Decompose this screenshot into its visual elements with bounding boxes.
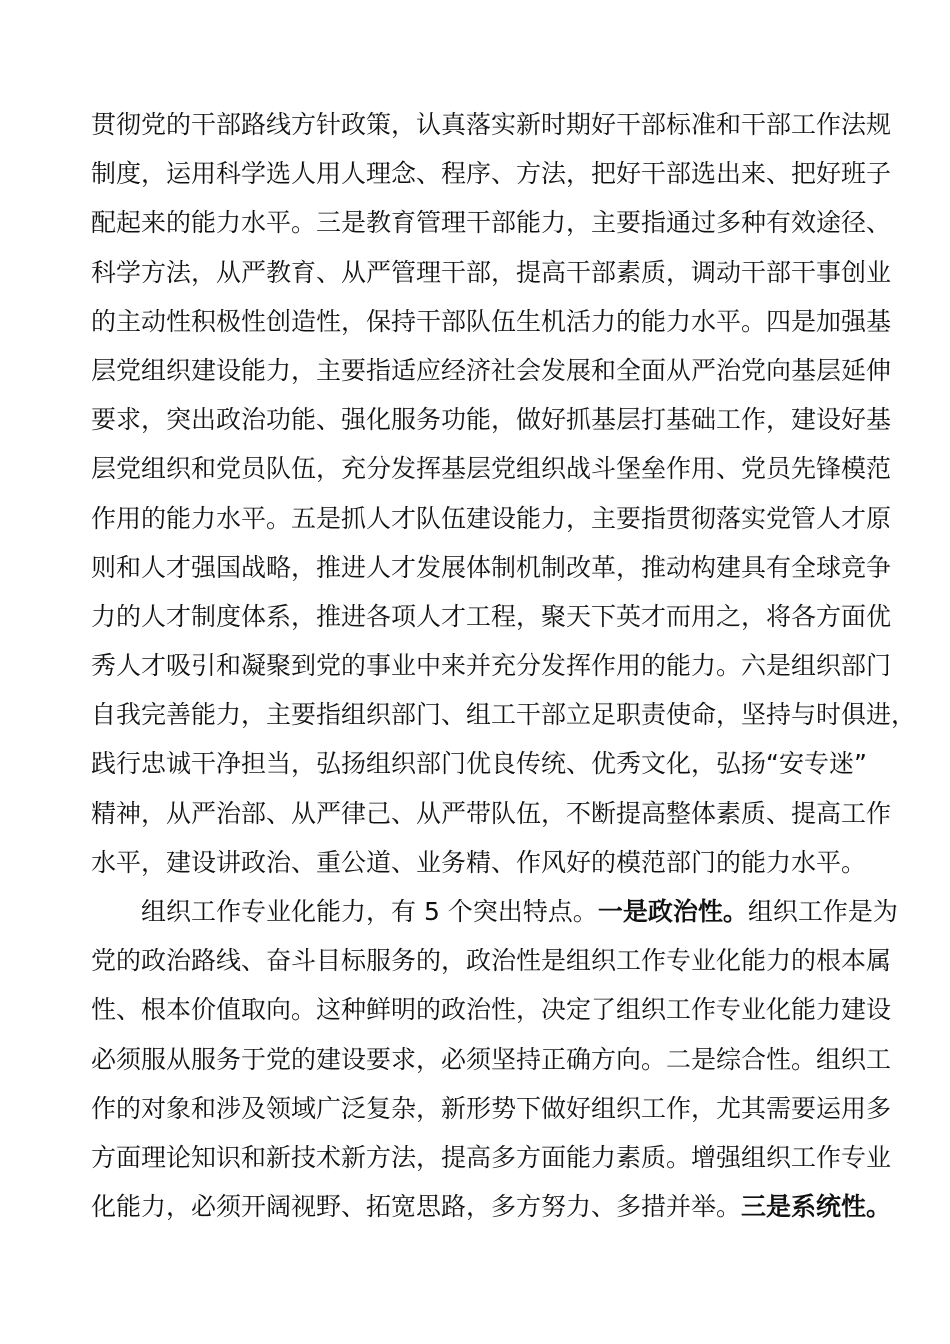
paragraph-line: 党的政治路线、奋斗目标服务的，政治性是组织工作专业化能力的根本属 <box>91 946 892 976</box>
paragraph-line: 力的人才制度体系，推进各项人才工程，聚天下英才而用之，将各方面优 <box>91 601 892 631</box>
bold-heading-systematic: 三是系统性。 <box>741 1192 892 1222</box>
paragraph-line: 层党组织和党员队伍，充分发挥基层党组织战斗堡垒作用、党员先锋模范 <box>91 454 892 484</box>
paragraph-line: 制度，运用科学选人用人理念、程序、方法，把好干部选出来、把好班子 <box>91 159 892 189</box>
paragraph-line <box>91 1182 892 1231</box>
paragraph-line: 则和人才强国战略，推进人才发展体制机制改革，推动构建具有全球竞争 <box>91 552 892 582</box>
paragraph-line: 层党组织建设能力，主要指适应经济社会发展和全面从严治党向基层延伸 <box>91 355 892 385</box>
paragraph-line: 必须服从服务于党的建设要求，必须坚持正确方向。二是综合性。组织工 <box>91 1044 892 1074</box>
paragraph-1 <box>91 100 917 887</box>
paragraph-2 <box>91 887 898 1231</box>
paragraph-text: 组织工作专业化能力，有 5 个突出特点。 <box>141 897 598 926</box>
paragraph-line: 性、根本价值取向。这种鲜明的政治性，决定了组织工作专业化能力建设 <box>91 995 892 1025</box>
paragraph-line: 秀人才吸引和凝聚到党的事业中来并充分发挥作用的能力。六是组织部门 <box>91 651 892 681</box>
paragraph-text: 组织工作是为 <box>747 897 898 926</box>
paragraph-line: 自我完善能力，主要指组织部门、组工干部立足职责使命，坚持与时俱进， <box>91 700 917 730</box>
paragraph-line: 配起来的能力水平。三是教育管理干部能力，主要指通过多种有效途径、 <box>91 208 892 238</box>
paragraph-line <box>91 887 898 936</box>
document-body <box>91 100 917 1231</box>
paragraph-line: 贯彻党的干部路线方针政策，认真落实新时期好干部标准和干部工作法规 <box>91 110 892 139</box>
paragraph-line: 精神，从严治部、从严律己、从严带队伍，不断提高整体素质、提高工作 <box>91 798 892 828</box>
paragraph-text: 化能力，必须开阔视野、拓宽思路，多方努力、多措并举。 <box>91 1192 742 1222</box>
paragraph-line: 水平，建设讲政治、重公道、业务精、作风好的模范部门的能力水平。 <box>91 847 867 877</box>
paragraph-line: 作的对象和涉及领域广泛复杂，新形势下做好组织工作，尤其需要运用多 <box>91 1093 892 1123</box>
paragraph-line: 科学方法，从严教育、从严管理干部，提高干部素质，调动干部干事创业 <box>91 257 892 287</box>
paragraph-line: 的主动性积极性创造性，保持干部队伍生机活力的能力水平。四是加强基 <box>91 306 892 336</box>
paragraph-line: 作用的能力水平。五是抓人才队伍建设能力，主要指贯彻落实党管人才原 <box>91 503 892 533</box>
paragraph-line: 践行忠诚干净担当，弘扬组织部门优良传统、优秀文化，弘扬“安专迷” <box>91 749 867 779</box>
bold-heading-political: 一是政治性。 <box>597 897 748 926</box>
paragraph-line: 要求，突出政治功能、强化服务功能，做好抓基层打基础工作，建设好基 <box>91 405 892 435</box>
paragraph-line: 方面理论知识和新技术新方法，提高多方面能力素质。增强组织工作专业 <box>91 1142 892 1172</box>
